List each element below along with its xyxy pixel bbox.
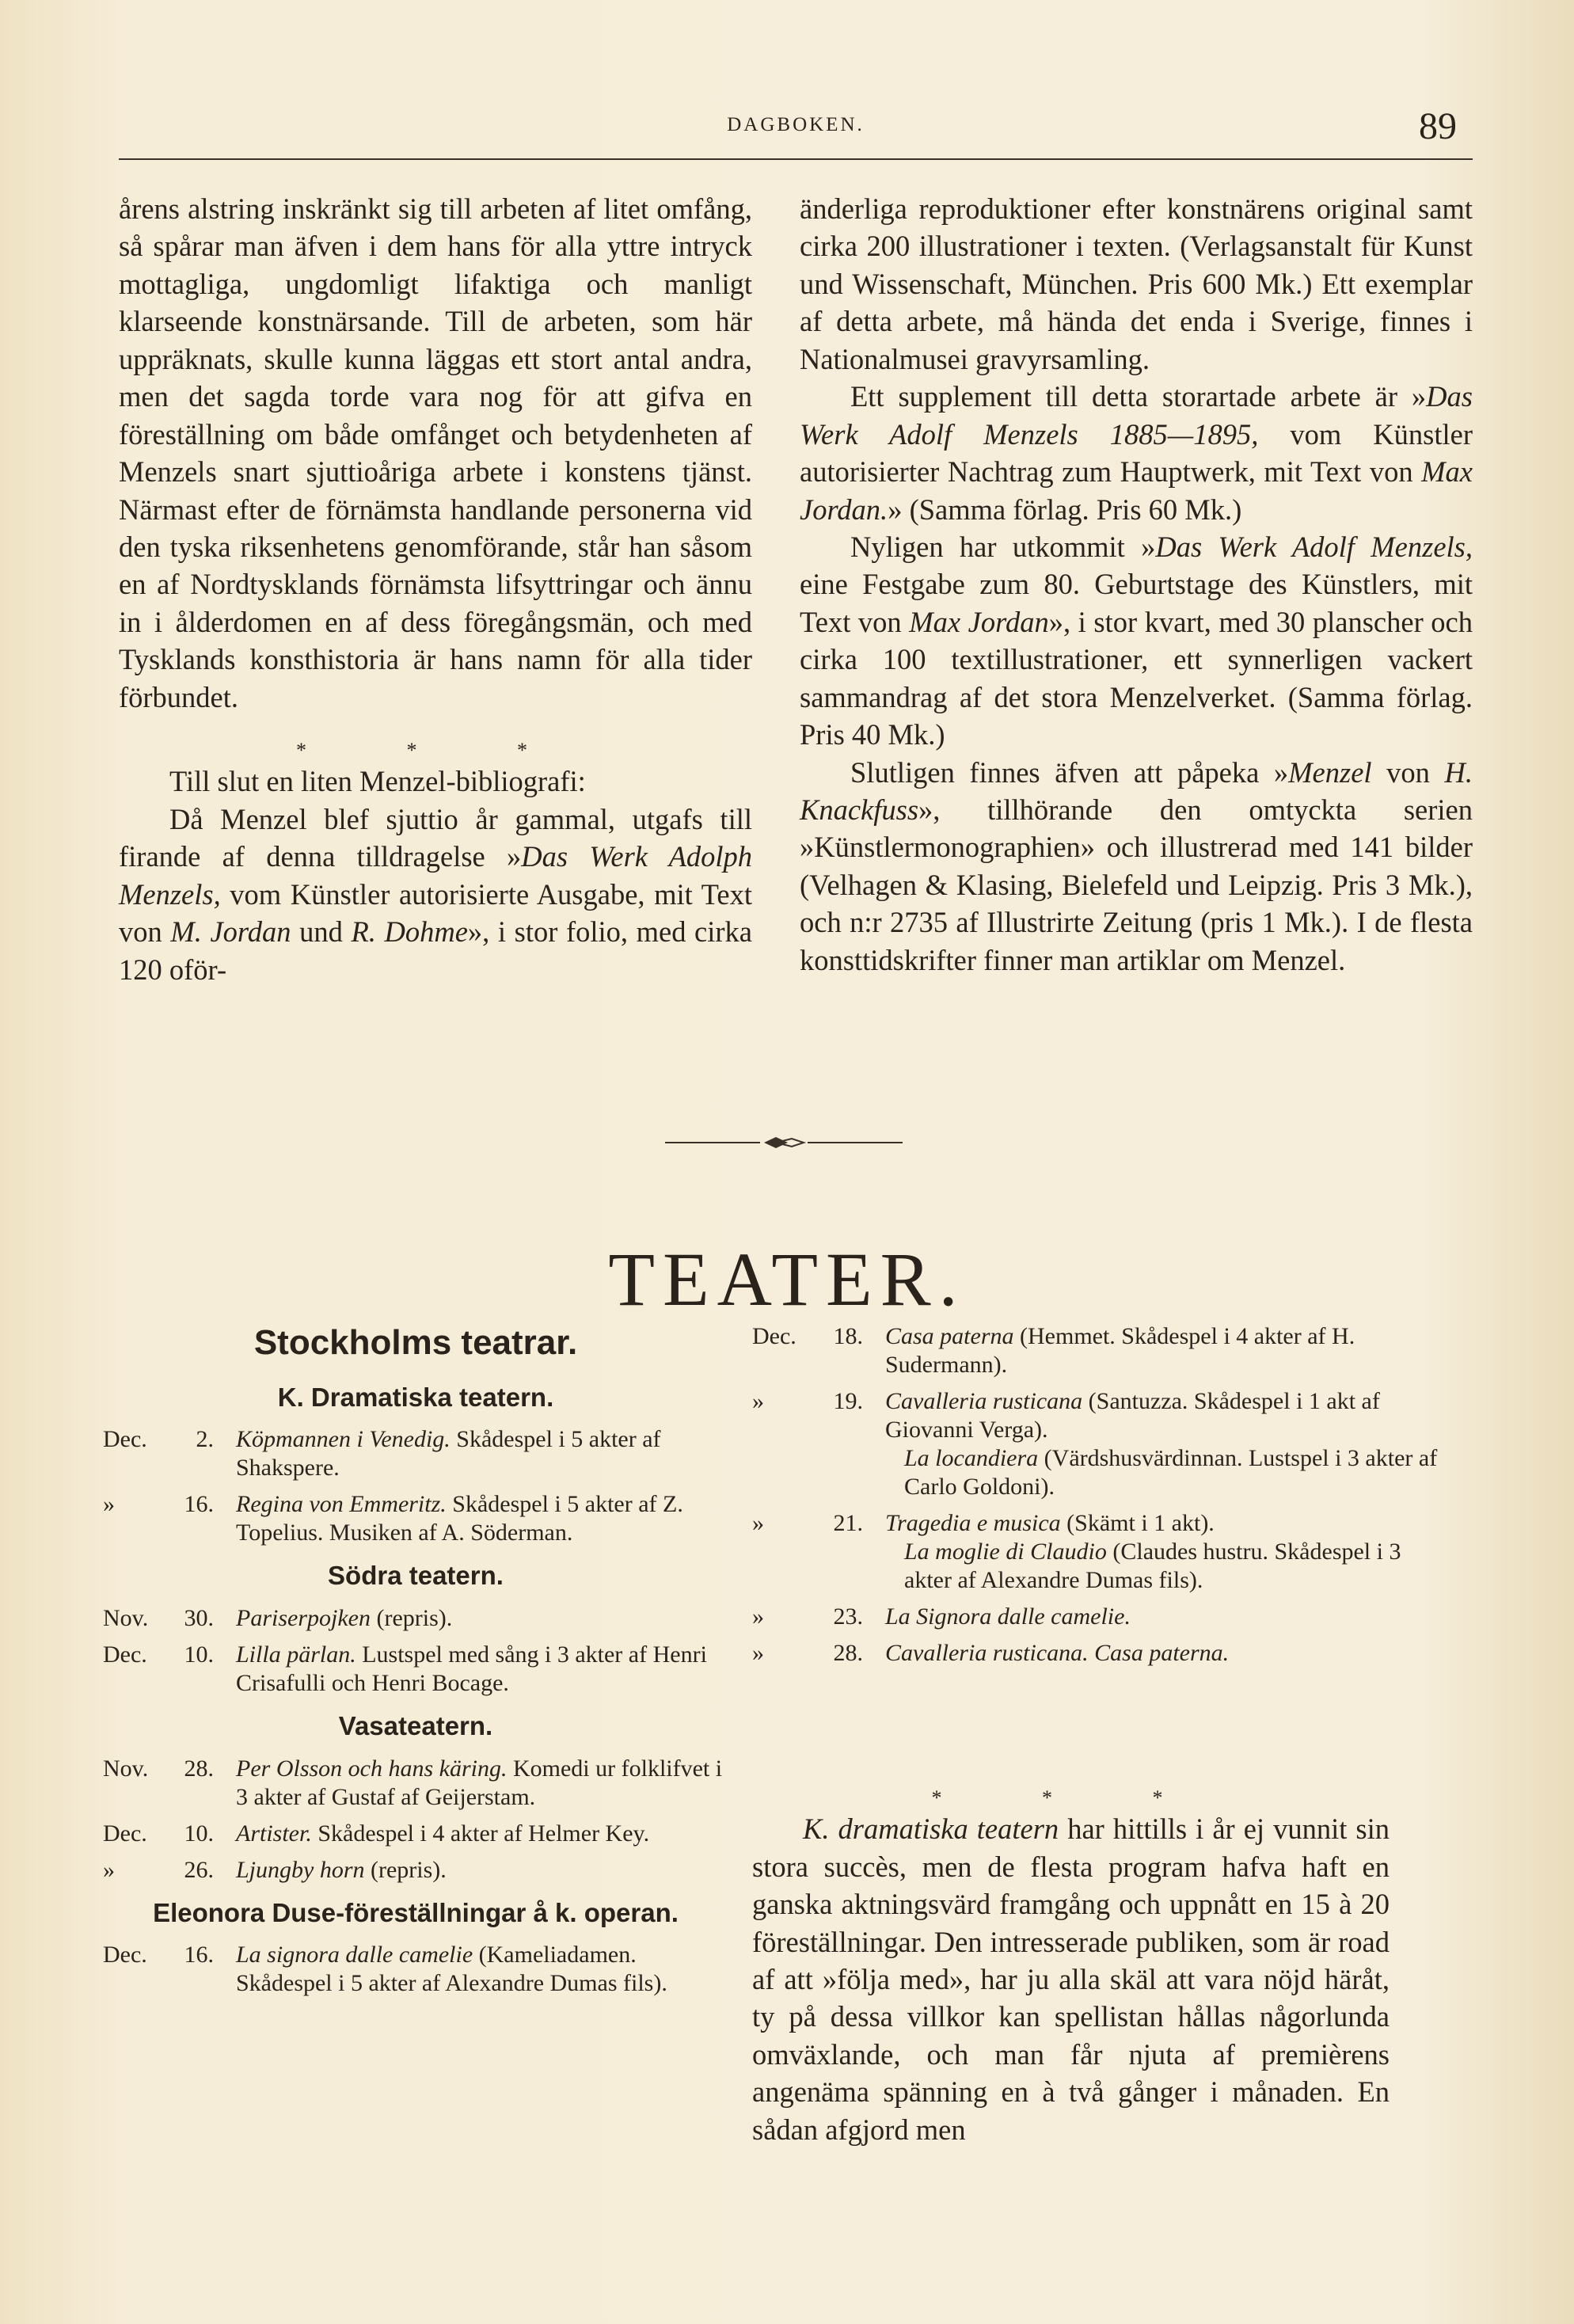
entry-day: 28.	[184, 1755, 214, 1782]
entry-day: 19.	[833, 1388, 863, 1414]
schedule-continued	[752, 1322, 1441, 1668]
theatre-schedule-left	[103, 1322, 728, 2006]
entry-month: »	[103, 1491, 115, 1518]
schedule-entry	[103, 1490, 728, 1547]
section-separator	[119, 738, 752, 763]
author-name: R. Dohme	[351, 915, 468, 949]
play-description: (Claudes hustru. Skådespel i 3 akter af Alexandre Dumas fils).	[904, 1539, 1401, 1593]
theatre-name: Vasateatern.	[338, 1710, 493, 1740]
play-title: La signora dalle camelie	[236, 1942, 473, 1968]
entry-text	[236, 1490, 728, 1547]
entry-text	[885, 1603, 1441, 1631]
paragraph: änderliga reproduktioner efter konstnärens original samt cirka 200 illustrationer i texten. (Verlagsanstalt für Kunst und Wissenschaft, München. Pris 600 Mk.) Ett exemplar af detta arbete, må hända det enda i Sverige, finnes i Nationalmusei gravyrsamling.	[800, 192, 1473, 375]
entry-month: »	[752, 1603, 764, 1630]
text-run: » (Samma förlag. Pris 60 Mk.)	[888, 493, 1242, 526]
play-description: (Kameliadamen. Skådespel i 5 akter af Alexandre Dumas fils).	[236, 1942, 667, 1997]
biblio-intro: Till slut en liten Menzel-bibliografi:	[169, 765, 586, 798]
entry-month: Dec.	[752, 1323, 797, 1349]
entry-day: 21.	[833, 1510, 863, 1536]
stars-row: * * *	[296, 739, 575, 763]
entry-text	[236, 1604, 728, 1633]
schedule-heading: Stockholms teatrar.	[253, 1323, 578, 1362]
work-title: Das Werk Adolf Menzels,	[1155, 530, 1473, 563]
play-description: Lustspel med sång i 3 akter af Henri Crisafulli och Henri Bocage.	[236, 1641, 707, 1696]
play-description: (Santuzza. Skådespel i 1 akt af Giovanni Verga).	[885, 1388, 1380, 1443]
text-run: vom Künstler autorisierter Nachtrag zum Hauptwerk, mit Text von	[800, 417, 1473, 489]
play-title: Cavalleria rusticana	[885, 1388, 1083, 1414]
entry-month: Dec.	[103, 1820, 147, 1847]
play-title: La moglie di Claudio	[904, 1539, 1107, 1565]
paragraph: årens alstring inskränkt sig till arbeten af litet omfång, så spårar man äfven i dem hans för alla yttre intryck mottagliga, ungdomligt lifaktiga och manligt klarseende konstnärsande. Till de arbeten, som här uppräknats, skulle kunna läggas ett stort antal andra, men det sagda torde vara nog för att gifva en föreställning om både omfånget och betydenheten af Menzels snart sjuttioåriga arbete i konstens tjänst. Närmast efter de förnämsta handlande personerna vid den tyska riksenhetens genomförande, står han såsom en af Nordtysklands förnämsta lifsyttringar och ännu in i ålderdomen en af dess föregångsmän, och med Tysklands konsthistoria är hans namn för alla tider förbundet.	[119, 192, 752, 713]
paragraph	[800, 754, 1473, 979]
theatre-name: Eleonora Duse-föreställningar å k. operan.	[153, 1897, 679, 1927]
divider-ornament	[665, 1131, 903, 1154]
play-description: Komedi ur folklifvet i 3 akter af Gustaf af Geijerstam.	[236, 1755, 723, 1810]
text-run: Nyligen har utkommit »	[850, 530, 1156, 563]
paragraph	[800, 528, 1473, 754]
entry-month: Dec.	[103, 1942, 147, 1968]
entry-day: 23.	[833, 1603, 863, 1630]
work-title: Das Werk Adolf Menzels 1885—1895,	[800, 380, 1473, 451]
entry-day: 10.	[184, 1820, 214, 1847]
work-title: Menzel	[1288, 755, 1372, 789]
play-title: Lilla pärlan.	[236, 1641, 356, 1668]
entry-month: »	[103, 1856, 115, 1883]
play-description: Skådespel i 4 akter af Helmer Key.	[311, 1820, 650, 1847]
text-run: », tillhörande den omtyckta serien »Künstlermonographien» och illustrerad med 141 bilder (Velhagen & Klasing, Bielefeld und Leipzig. Pris 3 Mk.), och n:r 2735 af Illustrirte Zeitung (pris 1 Mk.). I de flesta konsttidskrifter finner man artiklar om Menzel.	[800, 793, 1473, 976]
theatre-schedule-right	[752, 1322, 1441, 1675]
theatre-name: Södra teatern.	[328, 1561, 504, 1591]
entry-month: Nov.	[103, 1755, 149, 1782]
column-right	[800, 190, 1473, 979]
entry-month: Nov.	[103, 1604, 149, 1631]
play-title: Tragedia e musica	[885, 1510, 1061, 1536]
text-run: », i stor kvart, med 30 planscher och cirka 100 textillustrationer, ett synnerligen vackert sammandrag af det stora Menzelverket. (Samma förlag. Pris 40 Mk.)	[800, 605, 1473, 751]
entry-month: Dec.	[103, 1641, 147, 1668]
entry-text	[236, 1856, 728, 1885]
entry-day: 16.	[184, 1942, 214, 1968]
paragraph	[752, 1810, 1390, 2148]
entry-day: 10.	[184, 1641, 214, 1668]
author-name: Max Jordan.	[800, 455, 1473, 526]
text-run: und	[291, 915, 352, 949]
entry-day: 28.	[833, 1640, 863, 1666]
entry-month: »	[752, 1388, 764, 1414]
entry-day: 26.	[184, 1856, 214, 1883]
play-title: La Signora dalle camelie.	[885, 1603, 1131, 1630]
text-run: Ett supplement till detta storartade arbete är »	[850, 380, 1427, 413]
schedule-entry	[103, 1755, 728, 1812]
entry-text	[885, 1509, 1441, 1595]
play-title: Ljungby horn	[236, 1856, 365, 1883]
schedule-entry	[103, 1604, 728, 1633]
text-run: eine Festgabe zum 80. Geburtstage des Künstlers, mit Text von	[800, 568, 1473, 638]
text-run: Då Menzel blef sjuttio år gammal, utgafs till firande af denna tilldragelse »	[119, 802, 752, 873]
text-run: vom Künstler autorisierte Ausgabe, mit Text von	[119, 877, 752, 949]
play-title: Per Olsson och hans käring.	[236, 1755, 508, 1782]
play-title: Casa paterna	[885, 1323, 1014, 1349]
author-name: M. Jordan	[170, 915, 291, 949]
entry-month: »	[752, 1510, 764, 1536]
paragraph	[800, 378, 1473, 528]
play-title: Köpmannen i Venedig.	[236, 1426, 451, 1453]
text-run: Slutligen finnes äfven att påpeka »	[850, 755, 1289, 789]
sub-entry	[885, 1538, 1441, 1595]
schedule-entry	[103, 1941, 728, 1998]
schedule-entry	[752, 1387, 1441, 1501]
play-description: (Värdshusvärdinnan. Lustspel i 3 akter af Carlo Goldoni).	[904, 1445, 1438, 1500]
paragraph	[119, 801, 752, 988]
entry-day: 2.	[196, 1426, 214, 1453]
section-title: TEATER.	[608, 1237, 966, 1322]
sub-entry	[885, 1444, 1441, 1501]
play-description: Skådespel i 5 akter af Z. Topelius. Musiken af A. Söderman.	[236, 1491, 683, 1546]
play-title: La locandiera	[904, 1445, 1039, 1471]
theatre-name: K. dramatiska teatern	[803, 1812, 1059, 1846]
entry-text	[236, 1425, 728, 1482]
entry-day: 16.	[184, 1491, 214, 1518]
running-head-title: DAGBOKEN.	[727, 114, 865, 135]
entry-day: 30.	[184, 1604, 214, 1631]
work-title: Das Werk Adolph Menzels,	[119, 840, 753, 911]
section-separator	[752, 1786, 1390, 1810]
entry-month: Dec.	[103, 1426, 147, 1453]
play-description: (repris).	[364, 1856, 447, 1883]
author-name: Max Jordan	[909, 605, 1049, 638]
text-run: », i stor folio, med cirka 120 oför-	[119, 915, 752, 986]
entry-month: »	[752, 1640, 764, 1666]
entry-day: 18.	[833, 1323, 863, 1349]
schedule-entry	[103, 1820, 728, 1848]
entry-text	[885, 1639, 1441, 1668]
entry-text	[885, 1387, 1441, 1501]
text-run: von	[1371, 755, 1445, 789]
play-title: Pariserpojken	[236, 1604, 371, 1631]
running-head	[119, 105, 1473, 160]
play-description: (Skämt i 1 akt).	[1060, 1510, 1215, 1536]
schedule-entry	[752, 1603, 1441, 1631]
entry-text	[236, 1941, 728, 1998]
entry-text	[885, 1322, 1441, 1379]
page-number: 89	[1419, 105, 1457, 147]
theatre-list	[103, 1382, 728, 1998]
schedule-entry	[103, 1641, 728, 1698]
play-description: (repris).	[370, 1604, 453, 1631]
schedule-entry	[752, 1322, 1441, 1379]
play-title: Artister.	[236, 1820, 312, 1847]
author-name: H. Knackfuss	[800, 755, 1473, 826]
play-title: Regina von Emmeritz.	[236, 1491, 447, 1518]
entry-text	[236, 1641, 728, 1698]
column-bottom-right	[752, 1786, 1390, 2148]
column-left	[119, 190, 752, 988]
play-title: Cavalleria rusticana. Casa paterna.	[885, 1640, 1230, 1666]
theatre-name: K. Dramatiska teatern.	[277, 1382, 554, 1412]
entry-text	[236, 1755, 728, 1812]
entry-text	[236, 1820, 728, 1848]
stars-row: * * *	[931, 1786, 1211, 1809]
text-run: har hittills i år ej vunnit sin stora succès, men de flesta program hafva haft en ganska aktningsvärd framgång och uppnått en 15 à 20 föreställningar. Den intresserade publiken, som är road af att »följa med», har ju alla skäl att vara nöjd häråt, ty på dessa villkor kan spellistan hållas någorlunda omväxlande, och man får njuta af premièrens angenäma spänning en à två gånger i månaden. En sådan afgjord men	[752, 1812, 1390, 2146]
schedule-entry	[752, 1639, 1441, 1668]
play-description: (Hemmet. Skådespel i 4 akter af H. Sudermann).	[885, 1323, 1355, 1378]
schedule-entry	[103, 1425, 728, 1482]
schedule-entry	[103, 1856, 728, 1885]
play-description: Skådespel i 5 akter af Shakspere.	[236, 1426, 661, 1482]
schedule-entry	[752, 1509, 1441, 1595]
